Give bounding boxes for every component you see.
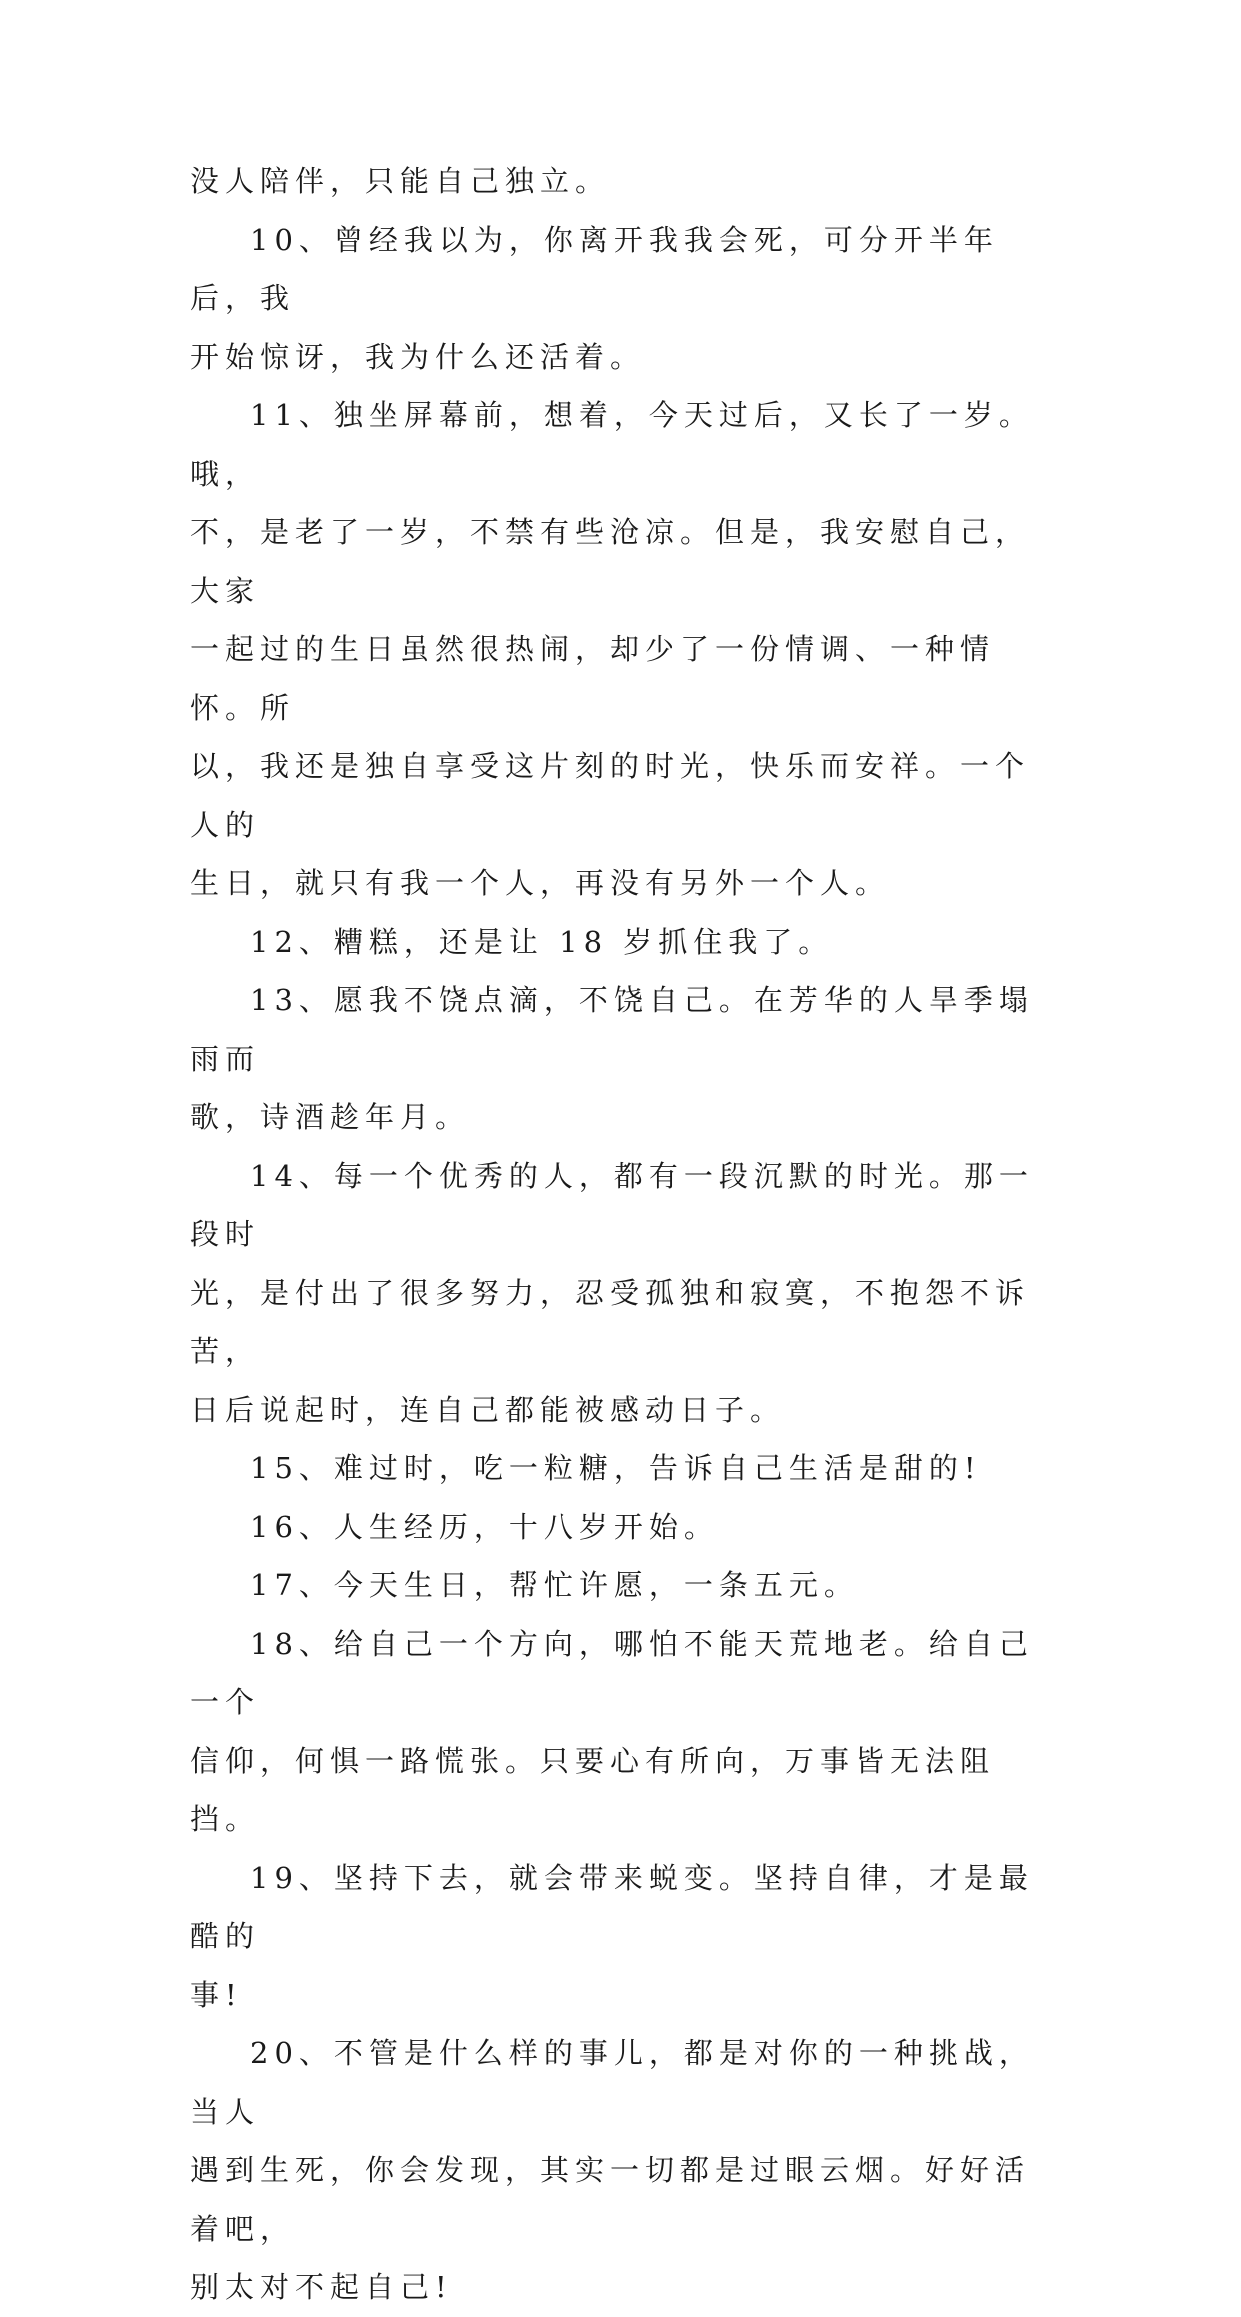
paragraph-item-11: 11、独坐屏幕前，想着，今天过后，又长了一岁。哦， 不，是老了一岁，不禁有些沧凉。但是，我安慰自己，大家 一起过的生日虽然很热闹，却少了一份情调、一种情怀。所 以，我还是独自享受这片刻的时光，快乐而安祥。一个人的 生日，就只有我一个人，再没有另外一个人。 [190,398,1034,900]
paragraph-item-17: 17、今天生日，帮忙许愿，一条五元。 [250,1568,859,1602]
paragraph-item-16: 16、人生经历，十八岁开始。 [250,1509,719,1544]
paragraph-item-12: 12、糟糕，还是让 18 岁抓住我了。 [250,924,834,959]
paragraph-item-20: 20、不管是什么样的事儿，都是对你的一种挑战，当人 遇到生死，你会发现，其实一切都是过眼云烟。好好活着吧， 别太对不起自己! [190,2036,1034,2304]
paragraph-item-15: 15、难过时，吃一粒糖，告诉自己生活是甜的! [250,1451,982,1485]
paragraph-item-19: 19、坚持下去，就会带来蜕变。坚持自律，才是最酷的 事! [190,1860,1034,2012]
paragraph-item-10: 10、曾经我以为，你离开我我会死，可分开半年后，我 开始惊讶，我为什么还活着。 [190,222,999,374]
paragraph-item-14: 14、每一个优秀的人，都有一段沉默的时光。那一段时 光，是付出了很多努力，忍受孤独和寂寞，不抱怨不诉苦， 日后说起时，连自己都能被感动日子。 [190,1158,1034,1427]
paragraph-item-13: 13、愿我不饶点滴，不饶自己。在芳华的人旱季塌雨而 歌，诗酒趁年月。 [190,983,1034,1134]
paragraph-item-18: 18、给自己一个方向，哪怕不能天荒地老。给自己一个 信仰，何惧一路慌张。只要心有所向，万事皆无法阻挡。 [190,1626,1034,1836]
paragraph-continuation: 没人陪伴，只能自己独立。 [190,164,611,198]
document-page [190,152,1055,2317]
